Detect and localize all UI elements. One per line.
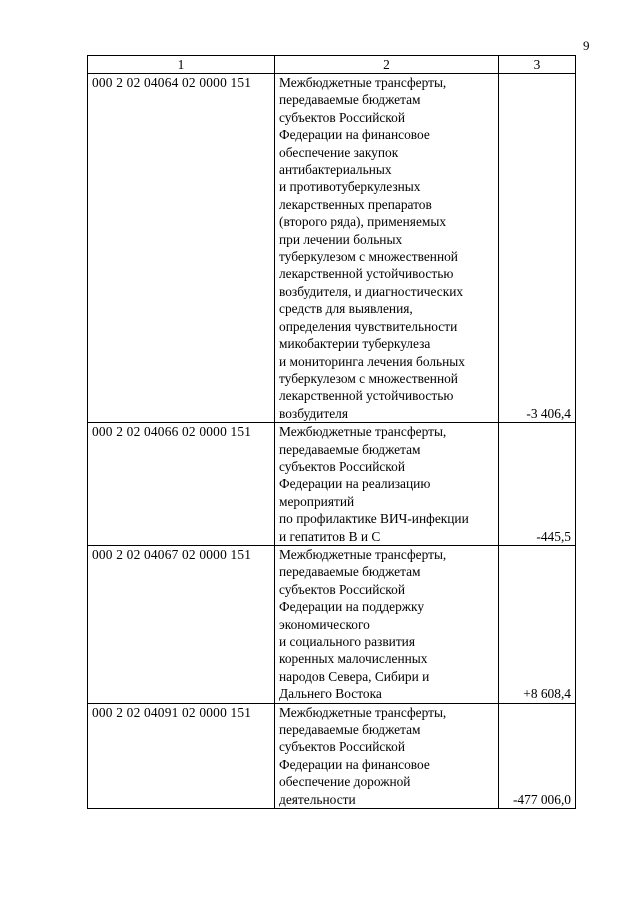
transfer-name-line: по профилактике ВИЧ-инфекции	[279, 511, 469, 527]
transfer-name-line: Межбюджетные трансферты,	[279, 75, 447, 90]
transfer-name-line: определения чувствительности	[279, 318, 458, 334]
transfer-name-cell	[275, 545, 499, 703]
budget-code-cell: 000 2 02 04066 02 0000 151	[88, 423, 275, 546]
amount-cell: +8 608,4	[499, 545, 576, 703]
transfer-name-line: Межбюджетные трансферты,	[279, 704, 447, 720]
table-row	[88, 74, 576, 423]
transfer-name-line: передаваемые бюджетам	[279, 92, 421, 108]
transfer-name-line: субъектов Российской	[279, 581, 405, 597]
table-row	[88, 545, 576, 703]
transfer-name-cell	[275, 423, 499, 546]
budget-table	[87, 55, 576, 809]
transfer-name-line: микобактерии туберкулеза	[279, 336, 431, 352]
transfer-name-line: и социального развития	[279, 634, 415, 649]
column-header-code: 1	[88, 56, 275, 74]
table-header-row	[88, 56, 576, 74]
transfer-name-line: средств для выявления,	[279, 301, 413, 317]
transfer-name-line: при лечении больных	[279, 231, 403, 247]
transfer-name-line: Федерации на поддержку	[279, 599, 425, 615]
transfer-name-line: лекарственной устойчивостью	[279, 266, 454, 282]
transfer-name-line: возбудителя, и диагностических	[279, 283, 464, 299]
transfer-name-line: деятельности	[279, 791, 356, 807]
transfer-name-line: Федерации на финансовое	[279, 127, 430, 143]
transfer-name-line: субъектов Российской	[279, 458, 405, 474]
transfer-name-line: передаваемые бюджетам	[279, 441, 421, 457]
transfer-name-line: передаваемые бюджетам	[279, 722, 421, 738]
transfer-name-line: и мониторинга лечения больных	[279, 353, 465, 369]
table-body	[88, 74, 576, 809]
transfer-name-line: и гепатитов В и С	[279, 528, 381, 544]
transfer-name-line: мероприятий	[279, 493, 355, 509]
amount-cell: -3 406,4	[499, 74, 576, 423]
transfer-name-cell	[275, 703, 499, 808]
transfer-name-line: возбудителя	[279, 405, 348, 421]
transfer-name-line: Федерации на финансовое	[279, 756, 430, 772]
budget-code-cell: 000 2 02 04067 02 0000 151	[88, 545, 275, 703]
page-number: 9	[583, 38, 590, 53]
transfer-name-line: экономического	[279, 616, 370, 632]
transfer-name-line: обеспечение закупок	[279, 144, 399, 160]
transfer-name-line: туберкулезом с множественной	[279, 370, 458, 386]
transfer-name-line: Межбюджетные трансферты,	[279, 546, 447, 562]
budget-code-cell: 000 2 02 04064 02 0000 151	[88, 74, 275, 423]
transfer-name-line: народов Севера, Сибири и	[279, 668, 430, 684]
transfer-name-line: лекарственных препаратов	[279, 196, 432, 212]
transfer-name-line: (второго ряда), применяемых	[279, 214, 447, 230]
table-row	[88, 703, 576, 808]
transfer-name-line: обеспечение дорожной	[279, 774, 411, 790]
transfer-name-line: Межбюджетные трансферты,	[279, 424, 447, 440]
transfer-name-line: Федерации на реализацию	[279, 476, 431, 492]
amount-cell: -445,5	[499, 423, 576, 546]
transfer-name-line: и противотуберкулезных	[279, 179, 421, 195]
transfer-name-cell	[275, 74, 499, 423]
column-header-name: 2	[275, 56, 499, 74]
transfer-name-line: субъектов Российской	[279, 739, 405, 755]
transfer-name-line: туберкулезом с множественной	[279, 249, 458, 265]
transfer-name-line: лекарственной устойчивостью	[279, 388, 454, 404]
amount-cell: -477 006,0	[499, 703, 576, 808]
transfer-name-line: субъектов Российской	[279, 109, 405, 125]
budget-code-cell: 000 2 02 04091 02 0000 151	[88, 703, 275, 808]
transfer-name-line: коренных малочисленных	[279, 651, 428, 667]
transfer-name-line: передаваемые бюджетам	[279, 564, 421, 580]
column-header-amount: 3	[499, 56, 576, 74]
table-row	[88, 423, 576, 546]
transfer-name-line: Дальнего Востока	[279, 686, 382, 702]
transfer-name-line: антибактериальных	[279, 162, 392, 178]
